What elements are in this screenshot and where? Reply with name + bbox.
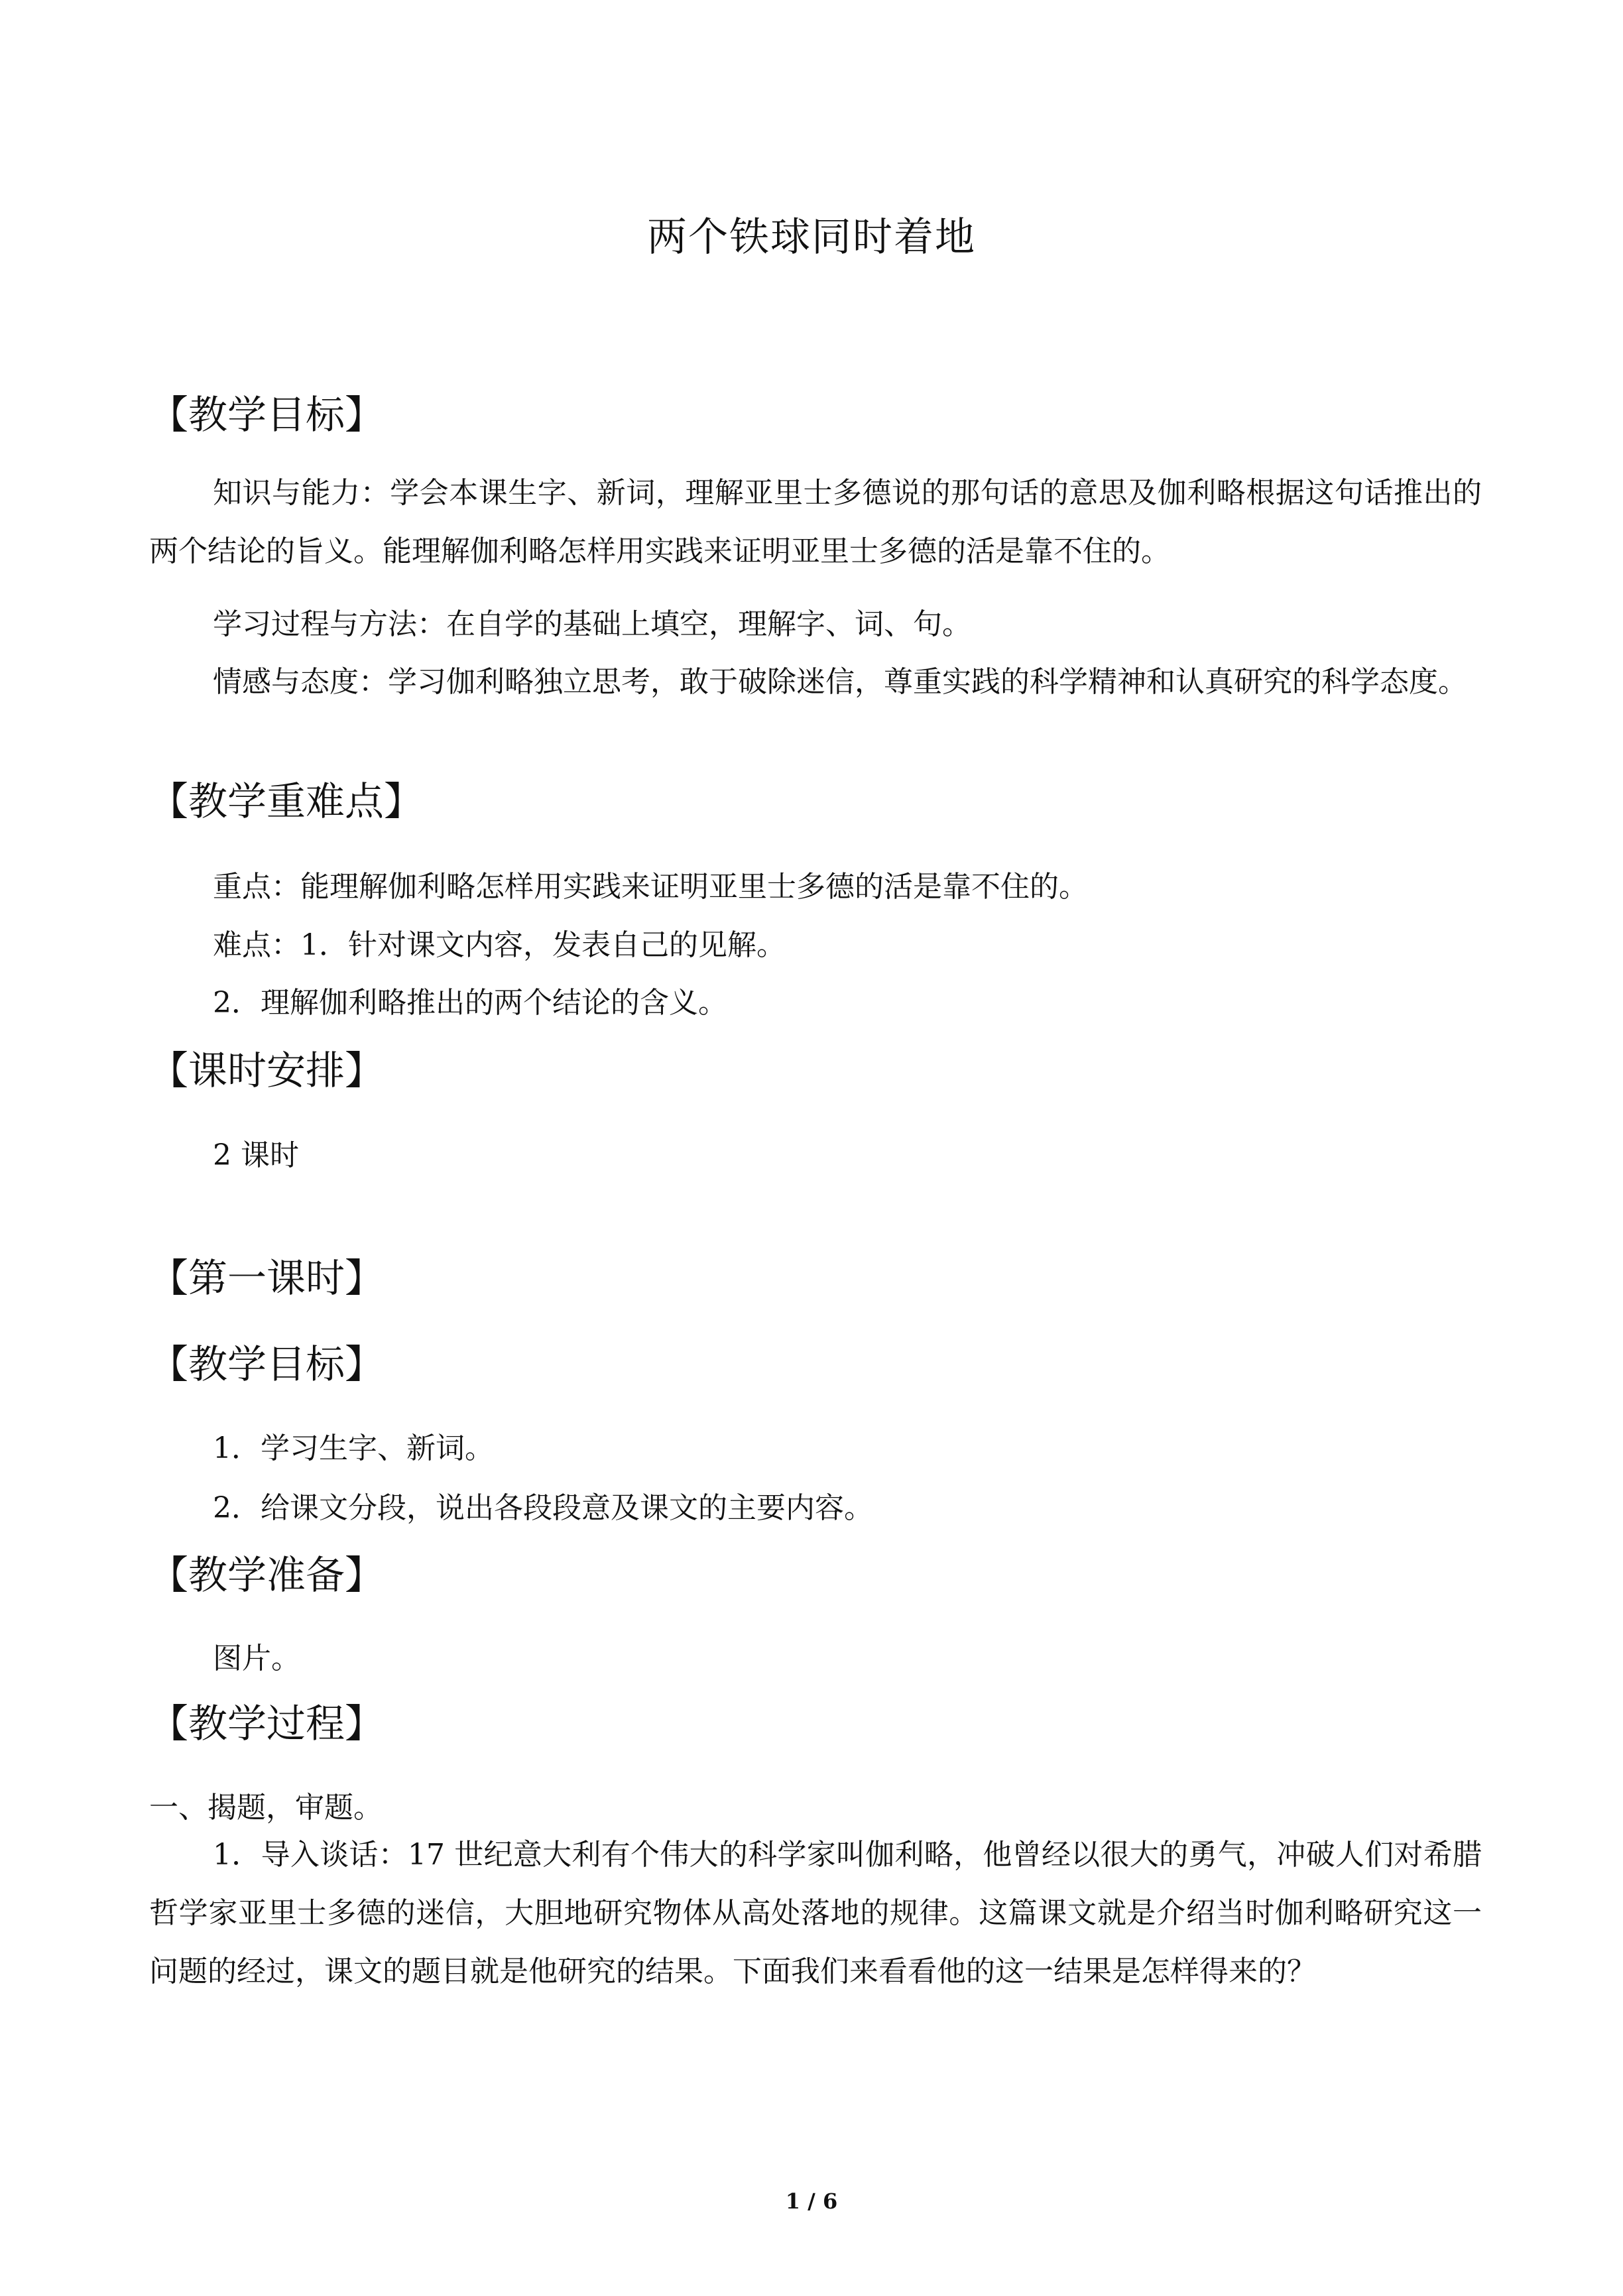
schedule-text: 2 课时 [213,1138,299,1172]
lesson-1-objective-1: 1．学习生字、新词。 [213,1431,494,1465]
section-heading-lesson-1: 【第一课时】 [149,1255,385,1301]
difficulty-1: 难点：1．针对课文内容，发表自己的见解。 [213,928,786,962]
difficulty-2: 2．理解伽利略推出的两个结论的含义。 [213,986,727,1020]
objective-attitude: 情感与态度：学习伽利略独立思考，敢于破除迷信，尊重实践的科学精神和认真研究的科学态度。 [213,665,1467,699]
process-intro-paragraph: 1．导入谈话：17 世纪意大利有个伟大的科学家叫伽利略，他曾经以很大的勇气，冲破人们对希腊哲学家亚里士多德的迷信，大胆地研究物体从高处落地的规律。这篇课文就是介绍当时伽利略研究这一问题的经过，课文的题目就是他研究的结果。下面我们来看看他的这一结果是怎样得来的？ [149,1838,1482,1988]
objective-process: 学习过程与方法：在自学的基础上填空，理解字、词、句。 [213,607,971,641]
key-point: 重点：能理解伽利略怎样用实践来证明亚里士多德的活是靠不住的。 [213,870,1088,904]
section-heading-preparation: 【教学准备】 [149,1552,385,1598]
document-title: 两个铁球同时着地 [647,214,976,261]
section-heading-objectives: 【教学目标】 [149,392,385,438]
section-heading-lesson-1-objectives: 【教学目标】 [149,1341,385,1387]
lesson-1-objective-2: 2．给课文分段，说出各段段意及课文的主要内容。 [213,1491,873,1525]
objective-knowledge: 知识与能力：学会本课生字、新词，理解亚里士多德说的那句话的意思及伽利略根据这句话推出的两个结论的旨义。能理解伽利略怎样用实践来证明亚里士多德的活是靠不住的。 [149,476,1482,568]
process-step-1: 一、揭题，审题。 [149,1791,383,1825]
section-heading-key-points: 【教学重难点】 [149,778,424,824]
section-heading-process: 【教学过程】 [149,1701,385,1746]
page-number: 1 / 6 [785,2189,838,2214]
section-heading-schedule: 【课时安排】 [149,1048,385,1093]
preparation-text: 图片。 [213,1642,300,1675]
